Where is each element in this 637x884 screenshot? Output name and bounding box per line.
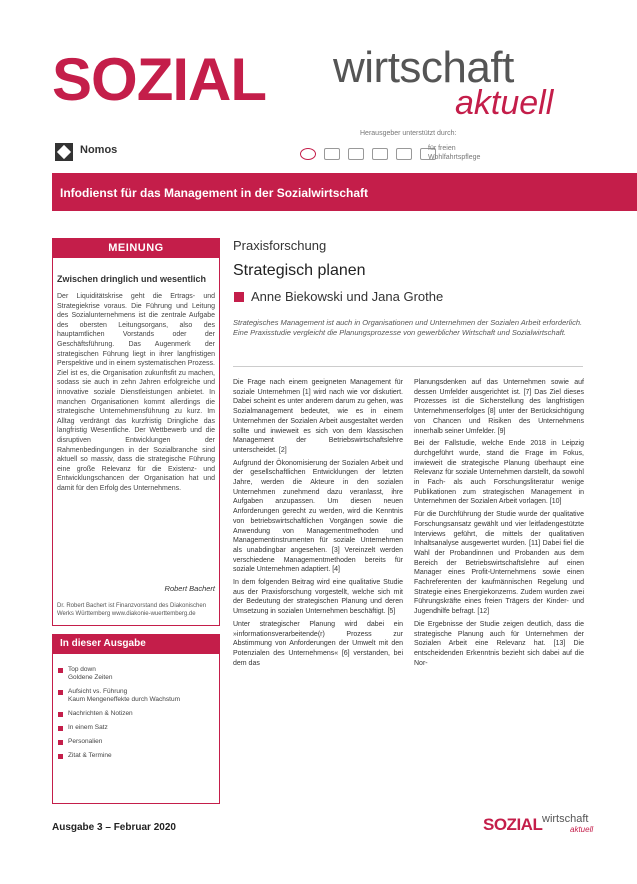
toc-item-subtitle: Kaum Mengeneffekte durch Wachstum xyxy=(68,696,181,703)
toc-item[interactable] xyxy=(58,666,216,682)
table-of-contents xyxy=(58,666,216,766)
partner-logos xyxy=(300,148,436,160)
article-lead: Strategisches Management ist auch in Organisationen und Unternehmen der Sozialen Arbeit erforderlich. Eine Praxisstudie vergleicht die Planungsprozesse von gewerblicher Wirtschaft und Sozialwirtschaft. xyxy=(233,318,583,337)
meinung-author: Robert Bachert xyxy=(164,584,215,593)
partner-heart-icon xyxy=(300,148,316,160)
bullet-square-icon xyxy=(58,690,63,695)
author-square-icon xyxy=(234,292,244,302)
nomos-logo-icon xyxy=(55,143,73,161)
article-paragraph: Unter strategischer Planung wird dabei ein »informationsverarbeitende(r) Prozess zur Abstimmung von Anforderungen der Umwelt mit den Potenzialen des Unternehmens« [6] verstanden, bei dem das xyxy=(233,620,403,667)
article-paragraph: Die Ergebnisse der Studie zeigen deutlich, dass die strategische Planung auch für Unternehmen der Sozialen Arbeit eine Relevanz hat. [13] Die entscheidenden Erkenntnis bezieht sich dabei auf die Nor- xyxy=(414,620,584,667)
issue-label: Ausgabe 3 – Februar 2020 xyxy=(52,822,176,833)
toc-item[interactable] xyxy=(58,688,216,704)
article-column-1 xyxy=(233,378,403,671)
publisher-name: Nomos xyxy=(80,144,118,156)
toc-item-title: Top down xyxy=(68,666,96,673)
masthead-logo-aktuell: aktuell xyxy=(455,84,554,122)
partner-logo-icon xyxy=(324,148,340,160)
ausgabe-header: In dieser Ausgabe xyxy=(52,634,220,654)
bullet-square-icon xyxy=(58,740,63,745)
toc-item-title: Aufsicht vs. Führung xyxy=(68,688,128,695)
article-paragraph: Bei der Fallstudie, welche Ende 2018 in Leipzig durchgeführt wurde, stand die Frage im Fokus, inwieweit die strategische Planung überhaupt eine Relevanz für soziale Unternehmen darstellt, da sowohl in Fach- als auch Forschungsliteratur wenige Publikationen zum strategischen Management in Unternehmen der Sozialen Arbeit vorlagen. [10] xyxy=(414,440,584,506)
article-title: Strategisch planen xyxy=(233,262,366,279)
article-paragraph: Planungsdenken auf das Unternehmen sowie auf dessen Umfelder ausgerichtet ist. [7] Das Ziel dieses Prozesses ist die Sicherstellung des langfristigen Unternehmenserfolges [8] unter der Berücksichtigung von Chancen und Risiken des Unternehmens innerhalb seiner Umfelder. [9] xyxy=(414,379,584,435)
partners-text xyxy=(428,144,480,162)
partner-logo-icon xyxy=(372,148,388,160)
banner-text: Infodienst für das Management in der Sozialwirtschaft xyxy=(60,186,369,200)
toc-item-title: Personalien xyxy=(68,738,103,745)
toc-item[interactable] xyxy=(58,738,216,746)
masthead-logo-sozial: SOZIAL xyxy=(52,46,266,113)
toc-item-subtitle: Goldene Zeiten xyxy=(68,674,113,681)
masthead-logo-wirtschaft: wirtschaft xyxy=(333,43,514,92)
toc-item-title: Nachrichten & Notizen xyxy=(68,710,133,717)
article-paragraph: In dem folgenden Beitrag wird eine qualitative Studie aus der Praxisforschung vorgestellt, welche sich mit der Bedeutung der strategischen Planung und deren Umsetzung in sozialen Unternehmen beschäftigt. [5] xyxy=(233,579,403,616)
article-authors: Anne Biekowski und Jana Grothe xyxy=(251,289,444,304)
article-section: Praxisforschung xyxy=(233,238,327,253)
bullet-square-icon xyxy=(58,726,63,731)
divider xyxy=(233,366,583,367)
article-paragraph: Für die Durchführung der Studie wurde der qualitative Forschungsansatz gewählt und vier leitfadengestützte Interviews geführt, die mittels der qualitativen Inhaltsanalyse ausgewertet wurden. [11] Dabei fiel die Wahl der Probandinnen und Probanden aus dem Bereich der Betriebswirtschaftslehre auf einen Manager eines Profit-Unternehmens sowie einen Fachreferenten der kaufmännischen Regelung und Strategie eines Energiekonzerns. Zudem wurden zwei Führungskräfte eines freien Trägers der Kinder- und Jugendhilfe befragt. [12] xyxy=(414,511,584,616)
footer-logo-sozial: SOZIAL xyxy=(483,815,543,834)
partners-caption: Herausgeber unterstützt durch: xyxy=(360,130,457,137)
meinung-body: Der Liquiditätskrise geht die Ertrags- und Strategiekrise voraus. Die Führung und Leitung des Sozialunternehmens ist die zentrale Aufgabe des obersten Leitungsorgans, also des hauptamtlichen Vorstands oder der Geschäftsführung. Das Augenmerk der strategischen Führung liegt in ihrer langfristigen Perspektive und in einem systematischen Prozess. Ziel ist es, die Organisation zukunftsfit zu machen, sodass sie auch in zehn Jahren erfolgreiche und innovative soziale Dienstleistungen anbietet. In manchen Organisationen kommt allerdings die strategische Unternehmensführung zu kurz. Im Alltag verdrängt das kurzfristig Dringliche das langfristig Wesentliche. Der Wettbewerb und die disruptiven Entwicklungen der Rahmenbedingungen in der Sozialbranche sind aktuell so massiv, dass die strategische Führung eine große Relevanz für die Existenz- und Entwicklungschancen der Organisation hat und damit für den Erfolg des Unternehmens. xyxy=(57,293,215,492)
article-paragraph: Aufgrund der Ökonomisierung der Sozialen Arbeit und der gesellschaftlichen Entwicklungen der letzten Jahre, werden die Akteure in den sozialen Unternehmen zunehmend dazu veranlasst, ihre Aufgaben anzupassen. Um diesen neuen Anforderungen gerecht zu werden, wird die Kenntnis von betriebswirtschaftlichen Vorgängen sowie die Anwendung von Managementmethoden und Managementinstrumenten für soziale Unternehmen als unabdingbar angesehen. [3] Vereinzelt werden verschiedene Managementmethoden bereits für soziale Unternehmen adaptiert. [4] xyxy=(233,459,403,574)
meinung-bio: Dr. Robert Bachert ist Finanzvorstand des Diakonischen Werks Württemberg www.diakonie-wuerttemberg.de xyxy=(57,603,207,617)
footer-logo-aktuell: aktuell xyxy=(570,825,594,834)
toc-item[interactable] xyxy=(58,724,216,732)
meinung-subtitle: Zwischen dringlich und wesentlich xyxy=(57,274,207,284)
footer-logo-wirtschaft: wirtschaft xyxy=(542,813,589,825)
article-paragraph: Die Frage nach einem geeigneten Management für soziale Unternehmen [1] wird nach wie vor diskutiert. Dabei scheint es unter anderem darum zu gehen, was Sozialmanagement bedeutet, wie es in einem Unternehmen der Sozialen Arbeit ausgestaltet werden sollte und inwieweit es sich von dem klassischen Management der Betriebswirtschaftslehre unterscheidet. [2] xyxy=(233,379,403,454)
partners-text-line: Wohlfahrtspflege xyxy=(428,154,481,161)
partner-logo-icon xyxy=(396,148,412,160)
toc-item-title: Zitat & Termine xyxy=(68,752,112,759)
bullet-square-icon xyxy=(58,668,63,673)
partners-text-line: für freien xyxy=(428,145,456,152)
toc-item-title: In einem Satz xyxy=(68,724,108,731)
partner-logo-icon xyxy=(348,148,364,160)
bullet-square-icon xyxy=(58,754,63,759)
bullet-square-icon xyxy=(58,712,63,717)
toc-item[interactable] xyxy=(58,752,216,760)
meinung-header: MEINUNG xyxy=(52,238,220,258)
toc-item[interactable] xyxy=(58,710,216,718)
article-column-2 xyxy=(414,378,584,671)
